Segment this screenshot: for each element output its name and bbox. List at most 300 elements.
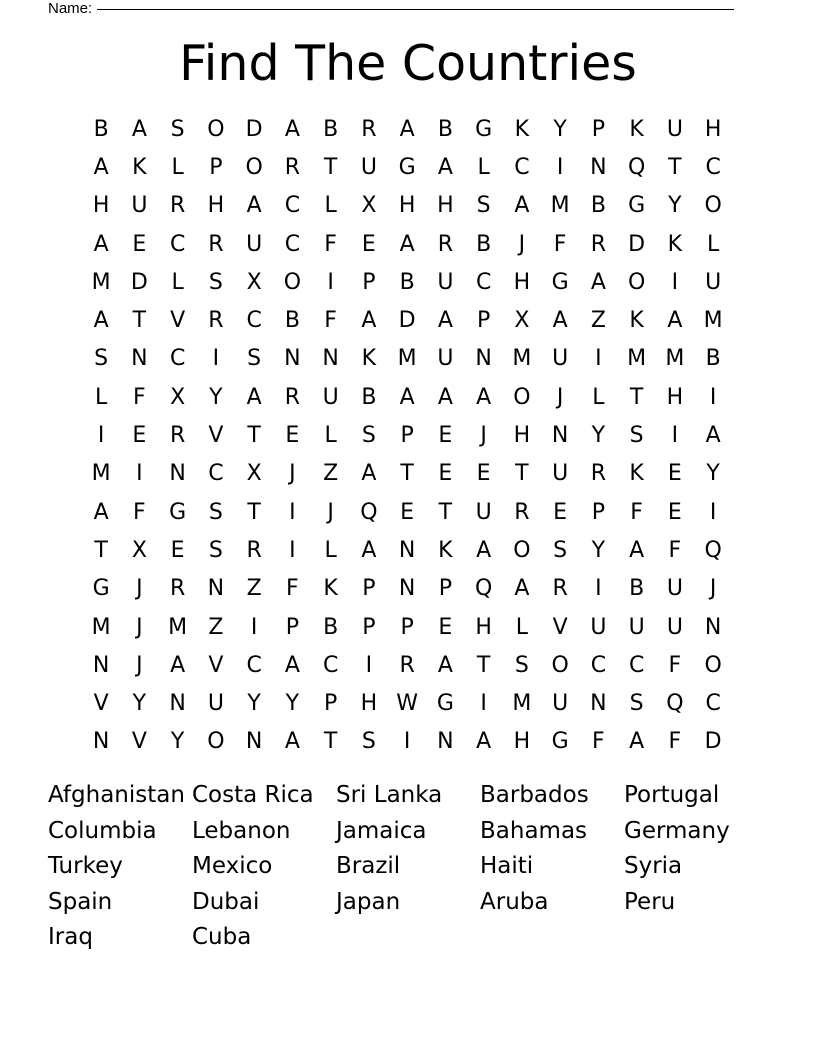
grid-cell[interactable]: C xyxy=(246,308,262,334)
grid-cell[interactable]: A xyxy=(284,729,300,755)
grid-cell[interactable]: U xyxy=(666,614,683,640)
grid-cell[interactable]: O xyxy=(207,116,225,142)
grid-cell[interactable]: Q xyxy=(627,154,646,180)
grid-cell[interactable]: G xyxy=(551,269,569,295)
grid-cell[interactable]: S xyxy=(361,423,376,449)
grid-cell[interactable]: A xyxy=(246,193,262,219)
grid-cell[interactable]: V xyxy=(208,652,224,678)
grid-cell[interactable]: U xyxy=(360,154,377,180)
grid-cell[interactable]: T xyxy=(629,384,644,410)
grid-cell[interactable]: W xyxy=(396,691,418,717)
grid-cell[interactable]: P xyxy=(362,614,376,640)
grid-cell[interactable]: R xyxy=(208,231,224,257)
grid-cell[interactable]: I xyxy=(327,269,334,295)
grid-cell[interactable]: R xyxy=(208,308,224,334)
grid-cell[interactable]: P xyxy=(438,576,453,602)
grid-cell[interactable]: I xyxy=(212,346,220,372)
grid-cell[interactable]: R xyxy=(169,576,186,602)
grid-cell[interactable]: Q xyxy=(360,499,378,525)
grid-cell[interactable]: A xyxy=(399,231,415,257)
grid-cell[interactable]: B xyxy=(437,116,453,142)
grid-cell[interactable]: S xyxy=(170,116,185,142)
grid-cell[interactable]: K xyxy=(514,116,530,142)
grid-cell[interactable]: I xyxy=(671,423,679,449)
grid-cell[interactable]: I xyxy=(556,154,564,180)
grid-cell[interactable]: L xyxy=(324,423,337,449)
grid-cell[interactable]: M xyxy=(168,614,188,640)
grid-cell[interactable]: K xyxy=(629,116,644,142)
grid-cell[interactable]: J xyxy=(327,499,334,525)
grid-cell[interactable]: U xyxy=(628,614,645,640)
grid-cell[interactable]: O xyxy=(513,384,531,410)
grid-cell[interactable]: G xyxy=(436,691,454,717)
grid-cell[interactable]: J xyxy=(136,576,143,602)
grid-cell[interactable]: J xyxy=(136,652,143,678)
grid-cell[interactable]: U xyxy=(246,231,263,257)
grid-cell[interactable]: C xyxy=(705,691,721,717)
grid-cell[interactable]: O xyxy=(704,193,722,219)
grid-cell[interactable]: C xyxy=(322,652,339,678)
grid-cell[interactable]: U xyxy=(207,691,224,717)
word-list-item: Cuba xyxy=(192,924,252,950)
grid-cell[interactable]: T xyxy=(323,729,338,755)
grid-cell[interactable]: F xyxy=(286,576,299,602)
grid-cell[interactable]: I xyxy=(250,614,258,640)
grid-cell[interactable]: A xyxy=(170,652,186,678)
grid-cell[interactable]: A xyxy=(437,384,453,410)
grid-cell[interactable]: Y xyxy=(706,461,720,487)
grid-cell[interactable]: L xyxy=(171,269,184,295)
grid-cell[interactable]: I xyxy=(289,499,296,525)
word-list-item: Japan xyxy=(336,888,401,915)
grid-cell[interactable]: J xyxy=(289,461,296,487)
grid-cell[interactable]: L xyxy=(477,154,490,180)
grid-cell[interactable]: L xyxy=(171,154,184,180)
grid-cell[interactable]: V xyxy=(208,423,224,449)
grid-cell[interactable]: N xyxy=(245,729,263,755)
grid-cell[interactable]: Y xyxy=(209,384,223,410)
grid-cell[interactable]: A xyxy=(705,423,721,449)
grid-cell[interactable]: F xyxy=(668,537,682,563)
grid-cell[interactable]: F xyxy=(133,499,146,525)
grid-cell[interactable]: K xyxy=(132,154,147,180)
grid-cell[interactable]: M xyxy=(512,691,532,717)
grid-cell[interactable]: C xyxy=(284,193,301,219)
grid-cell[interactable]: F xyxy=(592,729,605,755)
grid-cell[interactable]: R xyxy=(552,576,568,602)
grid-cell[interactable]: A xyxy=(361,537,377,563)
grid-cell[interactable]: E xyxy=(132,423,147,449)
grid-cell[interactable]: Y xyxy=(591,423,606,449)
grid-cell[interactable]: O xyxy=(551,652,569,678)
word-list-item: Iraq xyxy=(48,924,93,950)
grid-cell[interactable]: E xyxy=(438,614,453,640)
grid-cell[interactable]: H xyxy=(513,729,531,755)
grid-cell[interactable]: S xyxy=(361,729,376,755)
grid-cell[interactable]: F xyxy=(668,729,682,755)
grid-cell[interactable]: N xyxy=(590,154,607,180)
grid-cell[interactable]: O xyxy=(513,537,531,563)
grid-cell[interactable]: J xyxy=(480,423,487,449)
grid-cell[interactable]: P xyxy=(362,576,376,602)
grid-cell[interactable]: B xyxy=(629,576,645,602)
grid-cell[interactable]: U xyxy=(475,499,492,525)
grid-cell[interactable]: K xyxy=(323,576,338,602)
grid-cell[interactable]: Y xyxy=(285,691,300,717)
grid-cell[interactable]: M xyxy=(703,308,723,334)
word-list-item: Peru xyxy=(624,888,676,915)
grid-cell[interactable]: S xyxy=(629,423,644,449)
grid-cell[interactable]: U xyxy=(131,193,148,219)
grid-cell[interactable]: O xyxy=(704,652,722,678)
grid-cell[interactable]: N xyxy=(207,576,225,602)
grid-cell[interactable]: H xyxy=(398,193,416,219)
grid-cell[interactable]: D xyxy=(628,231,646,257)
grid-cell[interactable]: C xyxy=(705,154,721,180)
grid-cell[interactable]: G xyxy=(475,116,493,142)
grid-cell[interactable]: Y xyxy=(132,691,147,717)
grid-cell[interactable]: A xyxy=(437,652,453,678)
grid-cell[interactable]: R xyxy=(361,116,377,142)
grid-cell[interactable]: R xyxy=(284,154,301,180)
grid-cell[interactable]: B xyxy=(284,308,300,334)
grid-cell[interactable]: P xyxy=(362,269,376,295)
grid-cell[interactable]: I xyxy=(403,729,411,755)
grid-cell[interactable]: S xyxy=(476,193,491,219)
grid-cell[interactable]: A xyxy=(284,116,300,142)
grid-cell[interactable]: U xyxy=(322,384,339,410)
word-list-item: Lebanon xyxy=(192,817,291,844)
grid-cell[interactable]: S xyxy=(514,652,529,678)
grid-cell[interactable]: B xyxy=(476,231,492,257)
grid-cell[interactable]: A xyxy=(93,308,109,334)
grid-cell[interactable]: P xyxy=(591,116,606,142)
grid-cell[interactable]: N xyxy=(322,346,339,372)
grid-cell[interactable]: A xyxy=(399,384,415,410)
grid-cell[interactable]: U xyxy=(437,346,454,372)
grid-cell[interactable]: M xyxy=(550,193,570,219)
grid-cell[interactable]: C xyxy=(590,652,607,678)
grid-cell[interactable]: G xyxy=(169,499,187,525)
word-list-item: Portugal xyxy=(624,782,720,808)
grid-cell[interactable]: C xyxy=(475,269,492,295)
grid-cell[interactable]: E xyxy=(132,231,147,257)
grid-cell[interactable]: S xyxy=(94,346,109,372)
grid-cell[interactable]: N xyxy=(131,346,148,372)
grid-cell[interactable]: B xyxy=(323,614,339,640)
grid-cell[interactable]: I xyxy=(289,537,296,563)
grid-cell[interactable]: T xyxy=(400,461,414,487)
grid-cell[interactable]: E xyxy=(476,461,491,487)
grid-cell[interactable]: V xyxy=(170,308,186,334)
grid-cell[interactable]: R xyxy=(514,499,530,525)
grid-cell[interactable]: E xyxy=(170,537,185,563)
grid-cell[interactable]: M xyxy=(665,346,685,372)
grid-cell[interactable]: D xyxy=(398,308,416,334)
grid-cell[interactable]: N xyxy=(437,729,454,755)
grid-cell[interactable]: O xyxy=(283,269,302,295)
grid-cell[interactable]: X xyxy=(246,269,262,295)
grid-cell[interactable]: S xyxy=(208,269,223,295)
grid-cell[interactable]: H xyxy=(437,193,454,219)
grid-cell[interactable]: L xyxy=(592,384,605,410)
grid-cell[interactable]: K xyxy=(361,346,377,372)
grid-cell[interactable]: K xyxy=(438,537,453,563)
grid-cell[interactable]: T xyxy=(476,652,491,678)
grid-cell[interactable]: B xyxy=(361,384,377,410)
grid-cell[interactable]: K xyxy=(629,461,644,487)
grid-cell[interactable]: R xyxy=(169,423,186,449)
grid-cell[interactable]: N xyxy=(92,729,110,755)
grid-cell[interactable]: B xyxy=(590,193,606,219)
grid-cell[interactable]: A xyxy=(361,461,377,487)
grid-cell[interactable]: R xyxy=(437,231,454,257)
grid-cell[interactable]: P xyxy=(323,691,338,717)
grid-cell[interactable]: M xyxy=(397,346,417,372)
grid-cell[interactable]: U xyxy=(552,691,569,717)
grid-cell[interactable]: A xyxy=(667,308,683,334)
grid-cell[interactable]: O xyxy=(627,269,646,295)
word-list-item: Haiti xyxy=(480,853,534,879)
grid-cell[interactable]: R xyxy=(590,461,607,487)
grid-cell[interactable]: C xyxy=(628,652,645,678)
grid-cell[interactable]: O xyxy=(245,154,263,180)
grid-cell[interactable]: E xyxy=(361,231,376,257)
grid-cell[interactable]: V xyxy=(552,614,568,640)
grid-cell[interactable]: Y xyxy=(247,691,261,717)
grid-cell[interactable]: Z xyxy=(323,461,339,487)
grid-cell[interactable]: B xyxy=(705,346,721,372)
grid-cell[interactable]: H xyxy=(92,193,110,219)
grid-cell[interactable]: A xyxy=(629,537,645,563)
grid-cell[interactable]: F xyxy=(668,652,682,678)
grid-cell[interactable]: I xyxy=(97,423,105,449)
grid-cell[interactable]: I xyxy=(595,576,602,602)
word-list-item: Columbia xyxy=(48,817,157,844)
grid-cell[interactable]: Y xyxy=(170,729,185,755)
grid-cell[interactable]: I xyxy=(480,691,487,717)
grid-cell[interactable]: J xyxy=(556,384,564,410)
grid-cell[interactable]: Y xyxy=(553,116,567,142)
grid-cell[interactable]: S xyxy=(553,537,568,563)
grid-cell[interactable]: R xyxy=(169,193,186,219)
grid-cell[interactable]: U xyxy=(552,346,569,372)
grid-cell[interactable]: F xyxy=(630,499,643,525)
grid-cell[interactable]: U xyxy=(437,269,454,295)
grid-cell[interactable]: A xyxy=(93,499,109,525)
grid-cell[interactable]: A xyxy=(514,193,530,219)
grid-cell[interactable]: T xyxy=(247,423,261,449)
grid-cell[interactable]: N xyxy=(284,346,301,372)
grid-cell[interactable]: S xyxy=(247,346,262,372)
grid-cell[interactable]: G xyxy=(551,729,569,755)
grid-cell[interactable]: M xyxy=(91,614,111,640)
grid-cell[interactable]: R xyxy=(590,231,607,257)
grid-cell[interactable]: L xyxy=(94,384,108,410)
grid-cell[interactable]: T xyxy=(247,499,261,525)
grid-cell[interactable]: E xyxy=(553,499,568,525)
grid-cell[interactable]: M xyxy=(627,346,647,372)
grid-cell[interactable]: N xyxy=(398,537,416,563)
grid-cell[interactable]: X xyxy=(246,461,262,487)
grid-cell[interactable]: P xyxy=(285,614,300,640)
grid-cell[interactable]: Z xyxy=(246,576,262,602)
grid-cell[interactable]: H xyxy=(360,691,378,717)
grid-cell[interactable]: C xyxy=(284,231,301,257)
grid-cell[interactable]: A xyxy=(437,154,453,180)
grid-cell[interactable]: T xyxy=(515,461,529,487)
grid-cell[interactable]: D xyxy=(704,729,722,755)
grid-cell[interactable]: U xyxy=(552,461,569,487)
grid-cell[interactable]: G xyxy=(398,154,416,180)
grid-cell[interactable]: N xyxy=(590,691,607,717)
grid-cell[interactable]: Z xyxy=(590,308,606,334)
grid-cell[interactable]: R xyxy=(399,652,415,678)
grid-cell[interactable]: J xyxy=(709,576,717,602)
grid-cell[interactable]: T xyxy=(668,154,682,180)
grid-cell[interactable]: X xyxy=(170,384,186,410)
grid-cell[interactable]: I xyxy=(136,461,143,487)
grid-cell[interactable]: U xyxy=(590,614,607,640)
grid-cell[interactable]: Y xyxy=(668,193,682,219)
grid-cell[interactable]: Q xyxy=(704,537,722,563)
grid-cell[interactable]: V xyxy=(131,729,147,755)
grid-cell[interactable]: M xyxy=(91,461,111,487)
grid-cell[interactable]: E xyxy=(667,461,682,487)
grid-cell[interactable]: A xyxy=(437,308,453,334)
word-list-item: Afghanistan xyxy=(48,782,185,808)
grid-cell[interactable]: I xyxy=(709,384,717,410)
grid-cell[interactable]: C xyxy=(169,346,186,372)
grid-cell[interactable]: I xyxy=(595,346,602,372)
grid-cell[interactable]: L xyxy=(515,614,528,640)
grid-cell[interactable]: F xyxy=(324,231,337,257)
grid-cell[interactable]: C xyxy=(246,652,262,678)
grid-cell[interactable]: N xyxy=(169,691,186,717)
grid-cell[interactable]: A xyxy=(552,308,568,334)
grid-cell[interactable]: K xyxy=(667,231,683,257)
grid-cell[interactable]: G xyxy=(628,193,646,219)
grid-cell[interactable]: U xyxy=(705,269,722,295)
grid-cell[interactable]: F xyxy=(324,308,337,334)
grid-cell[interactable]: S xyxy=(208,537,223,563)
grid-cell[interactable]: A xyxy=(629,729,645,755)
grid-cell[interactable]: V xyxy=(93,691,109,717)
grid-cell[interactable]: S xyxy=(629,691,644,717)
grid-cell[interactable]: N xyxy=(551,423,569,449)
grid-cell[interactable]: Y xyxy=(591,537,606,563)
grid-cell[interactable]: R xyxy=(246,537,262,563)
grid-cell[interactable]: P xyxy=(209,154,223,180)
grid-cell[interactable]: X xyxy=(361,193,377,219)
grid-cell[interactable]: T xyxy=(132,308,147,334)
grid-cell[interactable]: Q xyxy=(666,691,684,717)
grid-cell[interactable]: E xyxy=(667,499,682,525)
grid-cell[interactable]: P xyxy=(400,423,414,449)
grid-cell[interactable]: E xyxy=(285,423,300,449)
grid-cell[interactable]: D xyxy=(245,116,263,142)
grid-cell[interactable]: U xyxy=(666,116,683,142)
grid-cell[interactable]: H xyxy=(475,614,492,640)
grid-cell[interactable]: N xyxy=(169,461,186,487)
grid-cell[interactable]: A xyxy=(476,537,492,563)
grid-cell[interactable]: C xyxy=(514,154,530,180)
grid-cell[interactable]: E xyxy=(400,499,415,525)
grid-cell[interactable]: P xyxy=(400,614,414,640)
grid-cell[interactable]: X xyxy=(514,308,530,334)
grid-cell[interactable]: J xyxy=(136,614,143,640)
grid-cell[interactable]: E xyxy=(438,461,453,487)
grid-cell[interactable]: M xyxy=(512,346,532,372)
grid-cell[interactable]: O xyxy=(207,729,225,755)
grid-cell[interactable]: A xyxy=(93,154,109,180)
grid-cell[interactable]: N xyxy=(475,346,492,372)
grid-cell[interactable]: B xyxy=(323,116,339,142)
grid-cell[interactable]: P xyxy=(476,308,491,334)
grid-cell[interactable]: A xyxy=(476,729,492,755)
grid-cell[interactable]: K xyxy=(629,308,644,334)
grid-cell[interactable]: I xyxy=(671,269,679,295)
grid-cell[interactable]: N xyxy=(704,614,722,640)
grid-cell[interactable]: C xyxy=(208,461,224,487)
grid-cell[interactable]: Z xyxy=(208,614,224,640)
grid-cell[interactable]: G xyxy=(92,576,110,602)
grid-cell[interactable]: C xyxy=(169,231,186,257)
grid-cell[interactable]: H xyxy=(704,116,722,142)
grid-cell[interactable]: H xyxy=(666,384,684,410)
grid-cell[interactable]: B xyxy=(93,116,109,142)
grid-cell[interactable]: H xyxy=(207,193,225,219)
grid-cell[interactable]: L xyxy=(324,193,337,219)
grid-cell[interactable]: A xyxy=(399,116,415,142)
grid-cell[interactable]: U xyxy=(666,576,683,602)
grid-cell[interactable]: A xyxy=(93,231,109,257)
grid-cell[interactable]: F xyxy=(133,384,146,410)
grid-cell[interactable]: S xyxy=(208,499,223,525)
grid-cell[interactable]: H xyxy=(513,423,531,449)
grid-cell[interactable]: N xyxy=(92,652,110,678)
grid-cell[interactable]: A xyxy=(476,384,492,410)
grid-cell[interactable]: P xyxy=(591,499,606,525)
word-list-item: Bahamas xyxy=(480,817,588,844)
grid-cell[interactable]: N xyxy=(398,576,416,602)
grid-cell[interactable]: J xyxy=(518,231,526,257)
grid-cell[interactable]: F xyxy=(553,231,567,257)
name-label: Name: xyxy=(48,0,93,17)
grid-cell[interactable]: E xyxy=(438,423,453,449)
grid-cell[interactable]: T xyxy=(438,499,453,525)
grid-cell[interactable]: H xyxy=(513,269,531,295)
grid-cell[interactable]: A xyxy=(590,269,606,295)
grid-cell[interactable]: A xyxy=(514,576,530,602)
grid-cell[interactable]: T xyxy=(94,537,108,563)
grid-cell[interactable]: I xyxy=(709,499,717,525)
grid-cell[interactable]: A xyxy=(131,116,147,142)
grid-cell[interactable]: T xyxy=(323,154,338,180)
grid-cell[interactable]: X xyxy=(131,537,147,563)
grid-cell[interactable]: I xyxy=(365,652,373,678)
grid-cell[interactable]: L xyxy=(706,231,720,257)
grid-cell[interactable]: A xyxy=(361,308,377,334)
grid-cell[interactable]: R xyxy=(284,384,301,410)
grid-cell[interactable]: D xyxy=(130,269,148,295)
grid-cell[interactable]: L xyxy=(324,537,337,563)
grid-cell[interactable]: A xyxy=(284,652,300,678)
grid-cell[interactable]: M xyxy=(91,269,111,295)
grid-cell[interactable]: Q xyxy=(474,576,493,602)
grid-cell[interactable]: B xyxy=(399,269,415,295)
grid-cell[interactable]: A xyxy=(246,384,262,410)
